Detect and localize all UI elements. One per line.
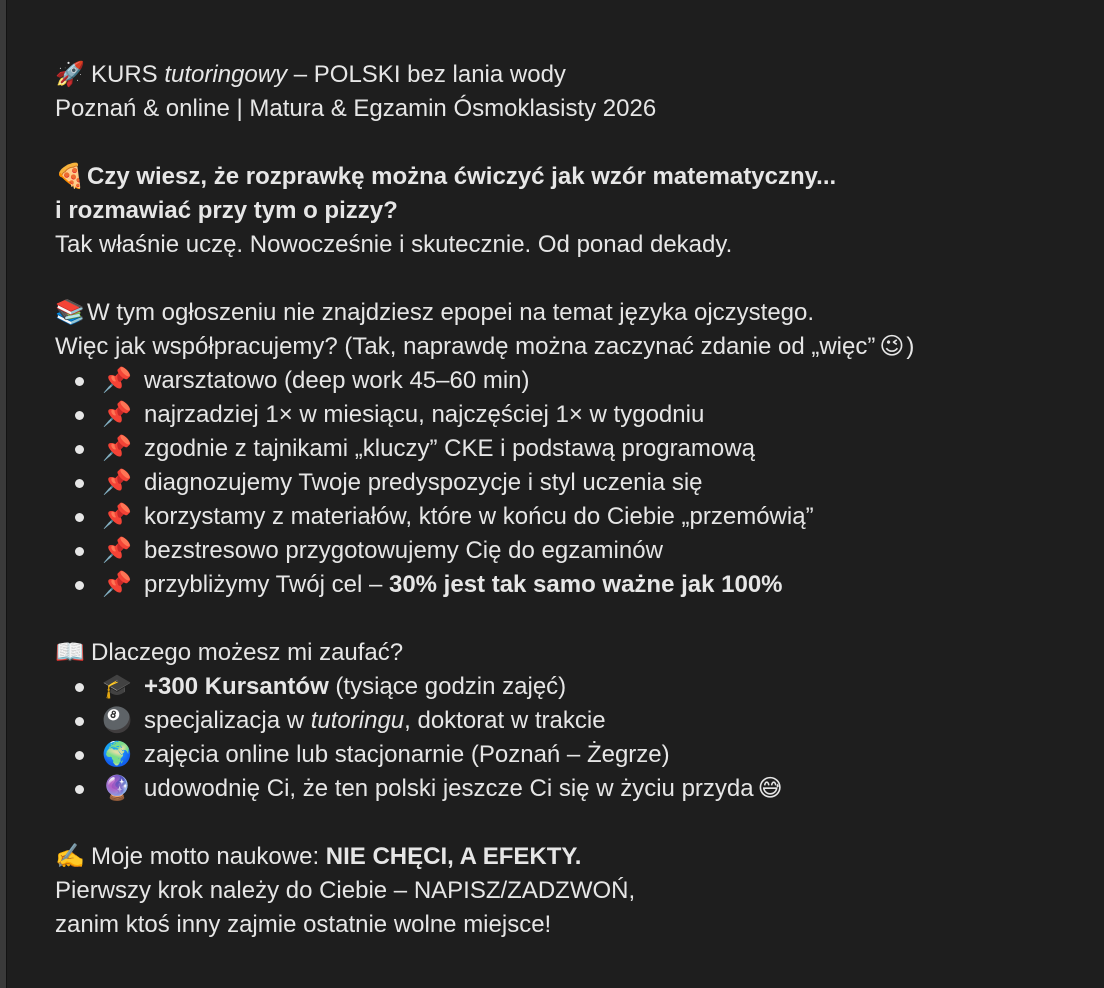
list-item xyxy=(55,568,1095,602)
trust-item-italic: tutoringu xyxy=(310,707,405,734)
pizza-line-2 xyxy=(55,194,1095,228)
list-item-text: zgodnie z tajnikami „kluczy” CKE i podstawą programową xyxy=(144,435,755,462)
list-item xyxy=(55,670,1095,704)
list-item xyxy=(55,466,1095,500)
pushpin-icon: 📌 xyxy=(102,537,132,564)
list-item xyxy=(55,398,1095,432)
trust-item-text: (tysiące godzin zajęć) xyxy=(328,673,567,700)
header-line xyxy=(55,58,1095,92)
list-item-bold: 30% jest tak samo ważne jak 100% xyxy=(388,571,783,598)
globe-icon: 🌍 xyxy=(102,741,132,768)
eight-ball-icon: 🎱 xyxy=(102,707,132,734)
trust-item-text: , doktorat w trakcie xyxy=(404,707,606,734)
list-item xyxy=(55,738,1095,772)
pizza-bold-2: i rozmawiać przy tym o pizzy? xyxy=(55,197,398,224)
wink-icon: 😉 xyxy=(879,333,905,360)
books-icon: 📚 xyxy=(55,299,85,326)
pushpin-icon: 📌 xyxy=(102,571,132,598)
books-text-2a: Więc jak współpracujemy? (Tak, naprawdę można zaczynać zdanie od „więc” xyxy=(55,333,876,360)
pizza-line-3: Tak właśnie uczę. Nowocześnie i skutecznie. Od ponad dekady. xyxy=(55,231,733,258)
trust-item-bold: +300 Kursantów xyxy=(144,673,329,700)
trust-item-text: specjalizacja w xyxy=(144,707,311,734)
pizza-line-1 xyxy=(55,160,1095,194)
header-italic: tutoringowy xyxy=(164,61,288,88)
header-subline: Poznań & online | Matura & Egzamin Ósmoklasisty 2026 xyxy=(55,95,657,122)
list-item-text: bezstresowo przygotowujemy Cię do egzaminów xyxy=(144,537,663,564)
list-item xyxy=(55,534,1095,568)
pushpin-icon: 📌 xyxy=(102,503,132,530)
list-item-text: przybliżymy Twój cel – xyxy=(144,571,389,598)
list-item-text: warsztatowo (deep work 45–60 min) xyxy=(144,367,530,394)
pizza-icon: 🍕 xyxy=(55,163,85,190)
motto-line-1 xyxy=(55,840,1095,874)
header-prefix: KURS xyxy=(91,61,165,88)
list-item-text: najrzadziej 1× w miesiącu, najczęściej 1× w tygodniu xyxy=(144,401,705,428)
list-item-text: korzystamy z materiałów, które w końcu do Ciebie „przemówią” xyxy=(144,503,814,530)
list-item xyxy=(55,500,1095,534)
motto-bold: NIE CHĘCI, A EFEKTY. xyxy=(325,843,582,870)
trust-item-text: udowodnię Ci, że ten polski jeszcze Ci się w życiu przyda xyxy=(144,775,754,802)
header-suffix: – POLSKI bez lania wody xyxy=(287,61,566,88)
list-item xyxy=(55,772,1095,806)
trust-title: Dlaczego możesz mi zaufać? xyxy=(91,639,404,666)
window-left-border xyxy=(0,0,7,988)
trust-list xyxy=(55,670,1095,806)
sweat-smile-icon: 😅 xyxy=(757,775,783,802)
books-text-2b: ) xyxy=(906,333,915,360)
list-item xyxy=(55,704,1095,738)
motto-line-3: zanim ktoś inny zajmie ostatnie wolne miejsce! xyxy=(55,911,552,938)
ad-text-content xyxy=(55,58,1095,942)
motto-line-2: Pierwszy krok należy do Ciebie – NAPISZ/ZADZWOŃ, xyxy=(55,877,636,904)
pizza-bold-1: Czy wiesz, że rozprawkę można ćwiczyć jak wzór matematyczny... xyxy=(87,163,837,190)
crystal-ball-icon: 🔮 xyxy=(102,775,132,802)
rocket-icon: 🚀 xyxy=(55,61,85,88)
pushpin-icon: 📌 xyxy=(102,367,132,394)
list-item-text: diagnozujemy Twoje predyspozycje i styl uczenia się xyxy=(144,469,703,496)
list-item xyxy=(55,432,1095,466)
writing-hand-icon: ✍️ xyxy=(55,843,85,870)
books-line-1 xyxy=(55,296,1095,330)
books-text-1: W tym ogłoszeniu nie znajdziesz epopei na temat języka ojczystego. xyxy=(87,299,815,326)
trust-item-text: zajęcia online lub stacjonarnie (Poznań – Żegrze) xyxy=(144,741,670,768)
list-item xyxy=(55,364,1095,398)
motto-prefix: Moje motto naukowe: xyxy=(91,843,326,870)
graduation-cap-icon: 🎓 xyxy=(102,673,132,700)
pushpin-icon: 📌 xyxy=(102,469,132,496)
approach-list xyxy=(55,364,1095,602)
open-book-icon: 📖 xyxy=(55,639,85,666)
trust-title-line xyxy=(55,636,1095,670)
pushpin-icon: 📌 xyxy=(102,401,132,428)
books-line-2 xyxy=(55,330,1095,364)
pushpin-icon: 📌 xyxy=(102,435,132,462)
